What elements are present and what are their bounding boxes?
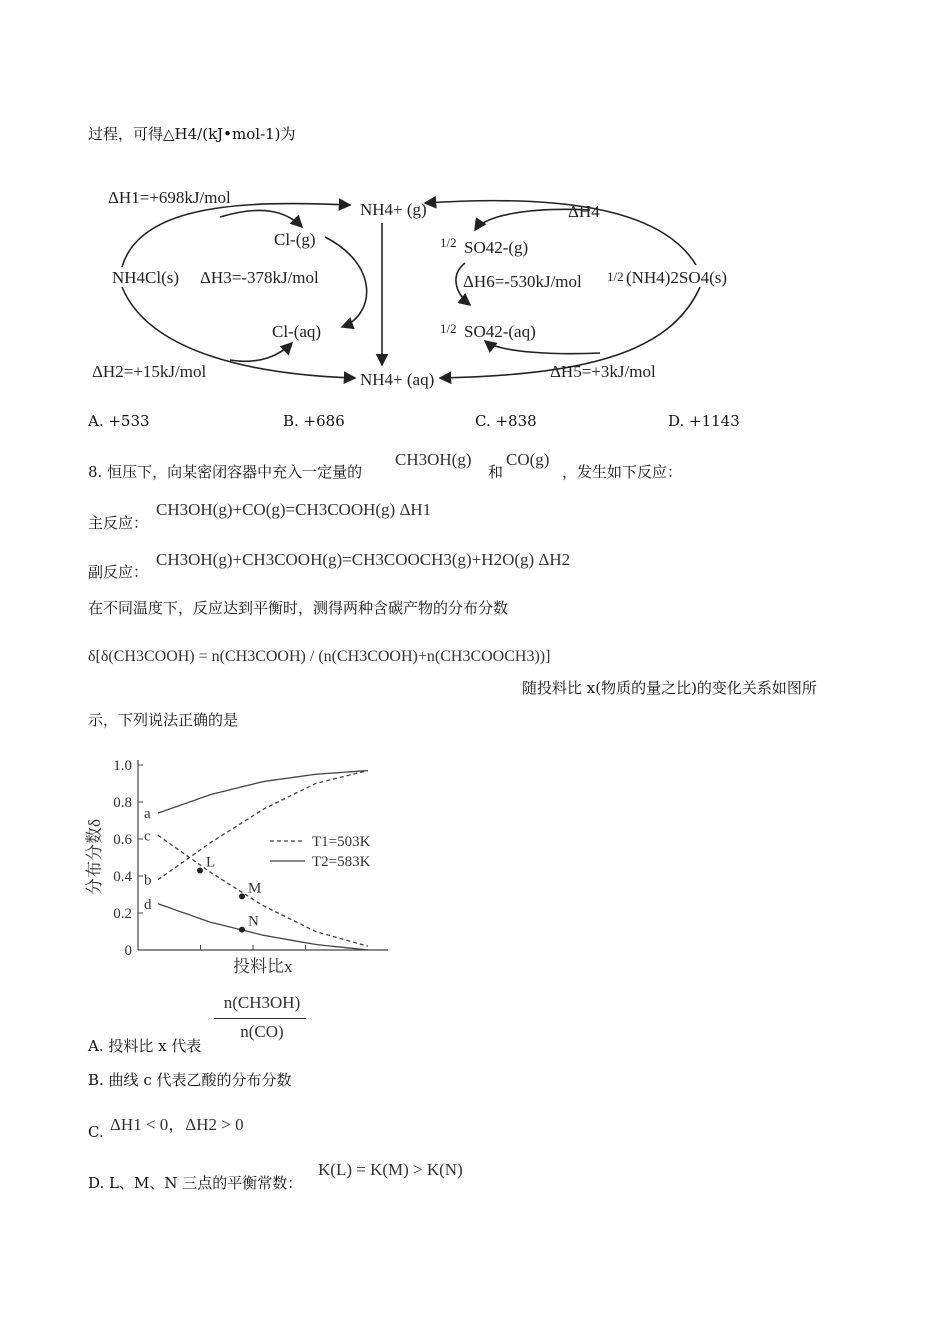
chart-legend: [270, 834, 371, 870]
q7-option-b[interactable]: B. +686: [283, 412, 345, 430]
half-2: 1/2: [607, 269, 624, 284]
half-1: 1/2: [440, 235, 457, 250]
q8-he: 和: [488, 463, 504, 481]
side-reaction-label: 副反应：: [88, 563, 149, 581]
point-N: [239, 927, 245, 933]
q7-option-c[interactable]: C. +838: [475, 412, 537, 430]
dh1-label: ΔH1=+698kJ/mol: [108, 188, 231, 207]
curve-label-c: c: [144, 828, 151, 845]
curve-label-d: d: [144, 896, 152, 913]
delta-definition: δ[δ(CH3COOH) = n(CH3COOH) / (n(CH3COOH)+n(CH3COOCH3))]: [88, 648, 551, 665]
q8-line4: 随投料比 x(物质的量之比)的变化关系如图所: [522, 679, 817, 697]
point-M: [239, 893, 245, 899]
y-tick-label: 1.0: [113, 758, 132, 774]
fraction-denominator: n(CO): [240, 1022, 284, 1041]
q8-line5: 示，下列说法正确的是: [88, 711, 239, 729]
y-tick-label: 0.8: [113, 795, 132, 811]
y-tick-label: 0.4: [113, 869, 132, 885]
q8-option-c[interactable]: C.: [88, 1123, 104, 1141]
arrow-to-cl-aq: [230, 343, 292, 361]
arrow-dh3: [325, 237, 367, 327]
q8-option-a[interactable]: A. 投料比 x 代表: [88, 1037, 202, 1055]
dh2-label: ΔH2=+15kJ/mol: [92, 362, 207, 381]
cl-aq-label: Cl-(aq): [272, 322, 322, 341]
curve-d: [158, 904, 368, 950]
point-label-N: N: [248, 913, 259, 930]
q8-stem-suffix: ，发生如下反应：: [562, 463, 683, 481]
option-d-expression: K(L) = K(M) > K(N): [318, 1160, 463, 1179]
arrow-to-cl-g: [220, 210, 302, 227]
point-L: [197, 867, 203, 873]
main-reaction-label: 主反应：: [88, 514, 149, 532]
curve-c: [158, 835, 368, 946]
point-label-M: M: [248, 880, 262, 897]
curve-label-b: b: [144, 872, 152, 889]
distribution-chart: [80, 745, 410, 980]
legend-label-1: T1=503K: [312, 834, 371, 850]
so4-aq-label: SO42-(aq): [464, 322, 536, 341]
side-reaction-equation: CH3OH(g)+CH3COOH(g)=CH3COOCH3(g)+H2O(g) ΔH2: [156, 550, 571, 569]
x-axis-label: 投料比x: [233, 957, 293, 976]
half-3: 1/2: [440, 321, 457, 336]
q8-option-b[interactable]: B. 曲线 c 代表乙酸的分布分数: [88, 1071, 292, 1089]
nh4-g-label: NH4+ (g): [360, 200, 427, 219]
q8-line3: 在不同温度下，反应达到平衡时，测得两种含碳产物的分布分数: [88, 599, 509, 617]
y-tick-label: 0.6: [113, 832, 132, 848]
fraction-numerator: n(CH3OH): [223, 993, 301, 1012]
q7-option-d[interactable]: D. +1143: [668, 412, 740, 430]
fraction-bar: [214, 1018, 306, 1019]
curve-label-a: a: [144, 806, 151, 823]
point-label-L: L: [206, 854, 216, 871]
q8-stem-prefix: 8. 恒压下，向某密闭容器中充入一定量的: [88, 463, 363, 481]
thermo-cycle-diagram: [80, 175, 760, 400]
dh5-label: ΔH5=+3kJ/mol: [550, 362, 656, 381]
y-tick-label: 0: [124, 943, 132, 959]
dh4-label: ΔH4: [568, 202, 600, 221]
curve-a: [158, 771, 368, 814]
main-reaction-equation: CH3OH(g)+CO(g)=CH3COOH(g) ΔH1: [156, 500, 432, 519]
intro-text: 过程，可得△H4/(kJ•mol-1)为: [88, 125, 296, 143]
legend-label-2: T2=583K: [312, 854, 371, 870]
cl-g-label: Cl-(g): [274, 230, 316, 249]
q7-option-a[interactable]: A. +533: [88, 412, 150, 430]
co-g: CO(g): [506, 450, 550, 469]
dh6-label: ΔH6=-530kJ/mol: [463, 272, 582, 291]
ch3oh-g: CH3OH(g): [395, 450, 472, 469]
nh4-aq-label: NH4+ (aq): [360, 370, 435, 389]
option-c-expression: ΔH1 < 0，ΔH2 > 0: [110, 1115, 244, 1134]
nh4cl-label: NH4Cl(s): [112, 268, 180, 287]
salt-label: (NH4)2SO4(s): [626, 268, 728, 287]
q8-option-d[interactable]: D. L、M、N 三点的平衡常数：: [88, 1174, 303, 1192]
dh3-label: ΔH3=-378kJ/mol: [200, 268, 319, 287]
y-axis-label: 分布分数δ: [85, 818, 104, 895]
arrow-to-so4-aq: [485, 341, 600, 354]
y-tick-label: 0.2: [113, 906, 132, 922]
so4-g-label: SO42-(g): [464, 238, 529, 257]
